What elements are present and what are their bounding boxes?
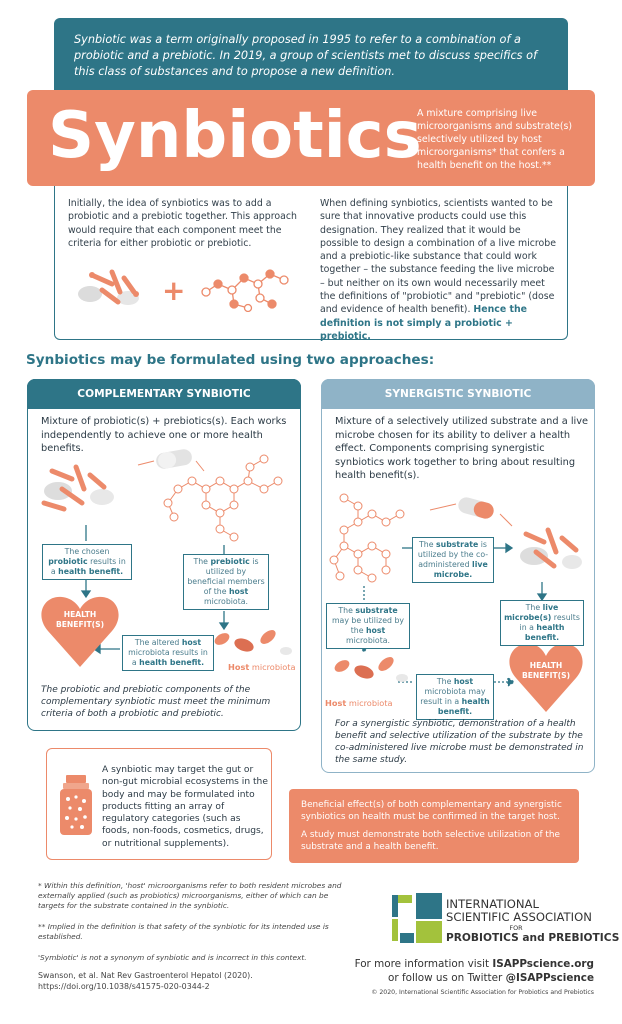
reference-citation: Swanson, et al. Nat Rev Gastroenterol Hepatol (2020). https://doi.org/10.1038/s41575-020-0344-2	[38, 971, 253, 991]
copyright: © 2020, International Scientific Association for Probiotics and Prebiotics	[371, 989, 594, 996]
live-microbe-result-label: The live microbe(s) results in a health benefit.	[500, 600, 584, 646]
footnote-symbiotic: 'Symbiotic' is not a synonym of synbiotic and is incorrect in this context.	[38, 953, 307, 962]
intro-banner: Synbiotic was a term originally proposed in 1995 to refer to a combination of a probiotic and a prebiotic. In 2019, a group of scientists met to discuss specifics of this class of substances and to propose a new definition.	[54, 18, 568, 96]
altered-microbiota-label: The altered host microbiota results in a health benefit.	[122, 635, 214, 671]
approaches-heading: Synbiotics may be formulated using two approaches:	[26, 352, 435, 368]
initial-idea-text: Initially, the idea of synbiotics was to add a probiotic and a prebiotic together. This approach would require that each component meet the criteria for either probiotic or prebiotic.	[68, 198, 297, 249]
website-link[interactable]: ISAPPscience.org	[492, 958, 594, 970]
footnote-host: * Within this definition, 'host' microorganisms refer to both resident microbes and externally applied (such as probiotics) microorganisms, either of which can be targets for the substrate contained in the synbiotic.	[38, 881, 342, 910]
footnote-safety: ** Implied in the definition is that safety of the synbiotic for its intended use is established.	[38, 922, 329, 941]
host-result-label: The host microbiota may result in a health benefit.	[416, 674, 494, 720]
synergistic-heading: SYNERGISTIC SYNBIOTIC	[321, 379, 595, 409]
synergistic-footer: For a synergistic synbiotic, demonstration of a health benefit and selective utilization of the substrate by the co-administered live microbe must be demonstrated in the same study.	[335, 719, 584, 765]
twitter-link[interactable]: @ISAPPscience	[505, 972, 594, 984]
prebiotic-utilization-label: The prebiotic is utilized by beneficial members of the host microbiota.	[183, 554, 269, 610]
org-name-line2: SCIENTIFIC ASSOCIATION	[446, 910, 592, 924]
plus-sign: +	[162, 274, 186, 307]
prebiotic-molecule-icon	[202, 270, 288, 312]
host-microbiota-icon	[333, 654, 408, 682]
prebiotic-molecule-icon	[164, 455, 282, 541]
probiotic-cluster-icon	[44, 467, 114, 509]
substrate-utilization-label: The substrate is utilized by the co-administered live microbe.	[412, 537, 494, 583]
host-microbiota-label: Host microbiota	[228, 662, 296, 672]
org-name-line1: INTERNATIONAL	[446, 897, 539, 911]
benefit-requirement-1: Beneficial effect(s) of both complementary and synergistic synbiotics on health must be confirmed in the target host.	[301, 800, 562, 822]
benefit-requirement-2: A study must demonstrate both selective utilization of the substrate and a health benefit.	[301, 830, 560, 852]
live-microbe-cluster-icon	[520, 530, 582, 569]
twitter-line: or follow us on Twitter @ISAPPscience	[388, 972, 594, 984]
substrate-host-label: The substrate may be utilized by the host microbiota.	[326, 603, 410, 649]
health-benefit-heart-label: HEALTH BENEFIT(S)	[521, 661, 571, 680]
rationale-body: When defining synbiotics, scientists wanted to be sure that innovative products could use this designation. They realized that it would be possible to design a combination of a live microbe and a prebiotic-like substance that could work together – the substance feeding the live microbe – but neither on its own would necessarily meet the definitions of "probiotic" and "prebiotic" (dose and evidence of health benefit).	[320, 198, 557, 316]
isapp-logo-icon	[392, 893, 444, 945]
host-microbiota-label: Host microbiota	[325, 698, 393, 708]
synergistic-description: Mixture of a selectively utilized substrate and a live microbe chosen for its ability to deliver a health effect. Components comprising synergistic synbiotics work together to bring about resulting health benefit(s).	[335, 416, 589, 481]
product-categories-text: A synbiotic may target the gut or non-gut microbial ecosystems in the body and may be formulated into products fitting an array of regulatory categories (such as foods, non-foods, cosmetics, drugs, or nutritional supplements).	[102, 765, 268, 849]
capsule-icon	[155, 448, 193, 470]
capsule-icon	[457, 496, 496, 521]
health-benefit-heart-icon	[41, 597, 118, 667]
probiotic-result-label: The chosen probiotic results in a health benefit.	[42, 544, 132, 580]
supplement-bottle-icon	[58, 775, 94, 837]
definition-text: A mixture comprising live microorganisms and substrate(s) selectively utilized by host microorganisms* that confers a health benefit on the host.**	[417, 108, 573, 171]
complementary-description: Mixture of probiotic(s) + prebiotics(s). Each works independently to achieve one or more health benefits.	[41, 416, 287, 454]
page-title: Synbiotics	[48, 99, 422, 173]
benefit-requirement-box	[289, 789, 579, 863]
probiotic-plus-prebiotic-illustration	[72, 262, 302, 312]
more-info-line: For more information visit ISAPPscience.org	[354, 958, 594, 970]
definition-rationale-text	[320, 197, 560, 343]
substrate-molecule-icon	[330, 494, 404, 582]
probiotic-bacteria-icon	[78, 272, 139, 305]
org-name-line4: PROBIOTICS and PREBIOTICS	[446, 932, 620, 944]
complementary-heading: COMPLEMENTARY SYNBIOTIC	[27, 379, 301, 409]
complementary-footer: The probiotic and prebiotic components of the complementary synbiotic must meet the minimum criteria of both a probiotic and prebiotic.	[41, 685, 271, 719]
rationale-highlight: Hence the definition is not simply a probiotic + prebiotic.	[320, 304, 527, 342]
org-name-line3: FOR	[509, 924, 523, 932]
host-microbiota-icon	[213, 627, 292, 655]
health-benefit-heart-label: HEALTH BENEFIT(S)	[55, 610, 105, 629]
logo-letters: ISAPP	[401, 915, 409, 933]
